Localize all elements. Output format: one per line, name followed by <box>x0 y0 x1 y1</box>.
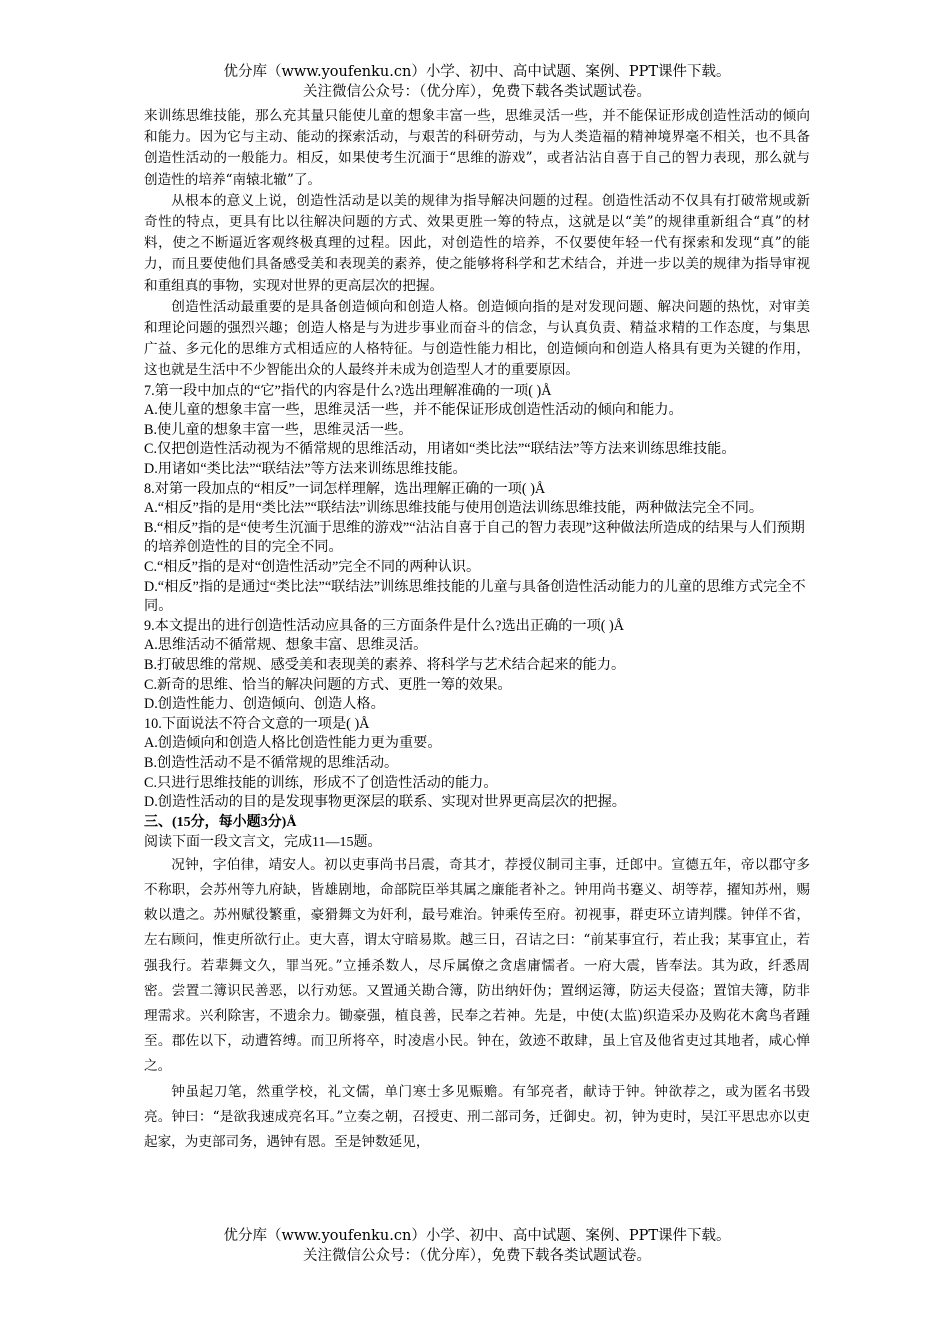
question-8 <box>144 480 810 617</box>
option-d: D.用诸如“类比法”“联结法”等方法来训练思维技能。 <box>144 461 467 478</box>
question-stem: 10.下面说法不符合文意的一项是( )Å <box>144 715 370 732</box>
question-stem: 8.对第一段加点的“相反”一词怎样理解，选出理解正确的一项( )Å <box>144 480 546 497</box>
option-a: A.“相反”指的是用“类比法”“联结法”训练思维技能与使用创造法训练思维技能，两种做法完全不同。 <box>144 500 764 517</box>
passage-paragraph-3: 创造性活动最重要的是具备创造倾向和创造人格。创造倾向指的是对发现问题、解决问题的热忱，对审美和理论问题的强烈兴趣；创造人格是与为进步事业而奋斗的信念，与认真负责、精益求精的工作态度，与集思广益、多元化的思维方式相适应的人格特征。与创造性能力相比，创造倾向和创造人格具有更为关键的作用，这也就是生活中不少智能出众的人最终并未成为创造型人才的重要原因。 <box>144 298 810 379</box>
question-7 <box>144 382 810 480</box>
header-line-1: 优分库（www.youfenku.cn）小学、初中、高中试题、案例、PPT课件下载。 <box>223 64 731 80</box>
passage-paragraph-1: 来训练思维技能，那么充其量只能使儿童的想象丰富一些，思维灵活一些，并不能保证形成创造性活动的倾向和能力。因为它与主动、能动的探索活动，与艰苦的科研劳动，与为人类造福的精神境界毫不相关，也不具备创造性活动的一般能力。相反，如果使考生沉湎于“思维的游戏”，或者沾沾自喜于自己的智力表现，那么就与创造性的培养“南辕北辙”了。 <box>144 108 810 188</box>
classical-paragraph-1: 况钟，字伯律，靖安人。初以吏事尚书吕震，奇其才，荐授仪制司主事，迁郎中。宣德五年，帝以郡守多不称职，会苏州等九府缺，皆雄剧地，命部院臣举其属之廉能者补之。钟用尚书蹇义、胡等荐，擢知苏州，赐敕以遣之。苏州赋役繁重，豪猾舞文为奸利，最号难治。钟乘传至府。初视事，群吏环立请判牒。钟佯不省，左右顾问，惟吏所欲行止。吏大喜，谓太守暗易欺。越三日，召诘之曰：“前某事宜行，若止我；某事宜止，若强我行。若辈舞文久，罪当死。”立捶杀数人，尽斥属僚之贪虐庸懦者。一府大震，皆奉法。其为政，纤悉周密。尝置二簿识民善恶，以行劝惩。又置通关勘合簿，防出纳奸伪；置纲运簿，防运夫侵盗；置馆夫簿，防非理需求。兴利除害，不遗余力。锄豪强，植良善，民奉之若神。先是，中使(太监)织造采办及购花木禽鸟者踵至。郡佐以下，动遭笞缚。而卫所将卒，时凌虐小民。钟在，敛迹不敢肆，虽上官及他省吏过其地者，咸心惮之。 <box>144 856 810 1075</box>
footer-line-1: 优分库（www.youfenku.cn）小学、初中、高中试题、案例、PPT课件下载。 <box>223 1228 731 1244</box>
question-stem: 7.第一段中加点的“它”指代的内容是什么?选出理解准确的一项( )Å <box>144 382 552 399</box>
passage-paragraph-2: 从根本的意义上说，创造性活动是以美的规律为指导解决问题的过程。创造性活动不仅具有打破常规或新奇性的特点，更具有比以往解决问题的方式、效果更胜一筹的特点，这就是以“美”的规律重新组合“真”的材料，使之不断逼近客观终极真理的过程。因此，对创造性的培养，不仅要使年轻一代有探索和发现“真”的能力，而且要使他们具备感受美和表现美的素养，使之能够将科学和艺术结合，并进一步以美的规律为指导审视和重组真的事物，实现对世界的更高层次的把握。 <box>144 192 810 294</box>
question-9 <box>144 617 810 715</box>
option-b: B.使儿童的想象丰富一些，思维灵活一些。 <box>144 421 413 438</box>
question-stem: 9.本文提出的进行创造性活动应具备的三方面条件是什么?选出正确的一项( )Å <box>144 617 624 634</box>
option-d: D.“相反”指的是通过“类比法”“联结法”训练思维技能的儿童与具备创造性活动能力的儿童的思维方式完全不同。 <box>144 578 806 615</box>
option-b: B.打破思维的常规、感受美和表现美的素养、将科学与艺术结合起来的能力。 <box>144 656 626 673</box>
option-c: C.仅把创造性活动视为不循常规的思维活动，用诸如“类比法”“联结法”等方法来训练思维技能。 <box>144 441 736 458</box>
option-a: A.思维活动不循常规、想象丰富、思维灵活。 <box>144 637 428 654</box>
option-b: B.创造性活动不是不循常规的思维活动。 <box>144 754 399 771</box>
section-3-title: 三、(15分，每小题3分)Å <box>144 814 297 830</box>
option-c: C.新奇的思维、恰当的解决问题的方式、更胜一筹的效果。 <box>144 676 512 693</box>
page <box>144 62 810 1155</box>
option-d: D.创造性能力、创造倾向、创造人格。 <box>144 696 385 713</box>
option-b: B.“相反”指的是“使考生沉湎于思维的游戏”“沾沾自喜于自己的智力表现”这种做法所造成的结果与人们预期的培养创造性的目的完全不同。 <box>144 519 805 556</box>
option-c: C.“相反”指的是对“创造性活动”完全不同的两种认识。 <box>144 558 481 575</box>
footer-line-2: 关注微信公众号：（优分库），免费下载各类试题试卷。 <box>303 1248 651 1264</box>
section-3-intro: 阅读下面一段文言文，完成11—15题。 <box>144 834 382 850</box>
page-header <box>144 62 810 102</box>
classical-paragraph-2: 钟虽起刀笔，然重学校，礼文儒，单门寒士多见赈赡。有邹亮者，献诗于钟。钟欲荐之，或为匿名书毁亮。钟曰：“是欲我速成亮名耳。”立奏之朝，召授吏、刑二部司务，迁御史。初，钟为吏时，吴江平思忠亦以吏起家，为吏部司务，遇钟有恩。至是钟数延见， <box>144 1083 810 1150</box>
option-d: D.创造性活动的目的是发现事物更深层的联系、实现对世界更高层次的把握。 <box>144 794 626 811</box>
question-10 <box>144 715 810 813</box>
document-body <box>144 106 810 1155</box>
option-a: A.创造倾向和创造人格比创造性能力更为重要。 <box>144 735 442 752</box>
page-footer <box>144 1226 810 1266</box>
header-line-2: 关注微信公众号：（优分库），免费下载各类试题试卷。 <box>303 84 651 100</box>
option-a: A.使儿童的想象丰富一些，思维灵活一些，并不能保证形成创造性活动的倾向和能力。 <box>144 402 683 419</box>
option-c: C.只进行思维技能的训练，形成不了创造性活动的能力。 <box>144 774 498 791</box>
